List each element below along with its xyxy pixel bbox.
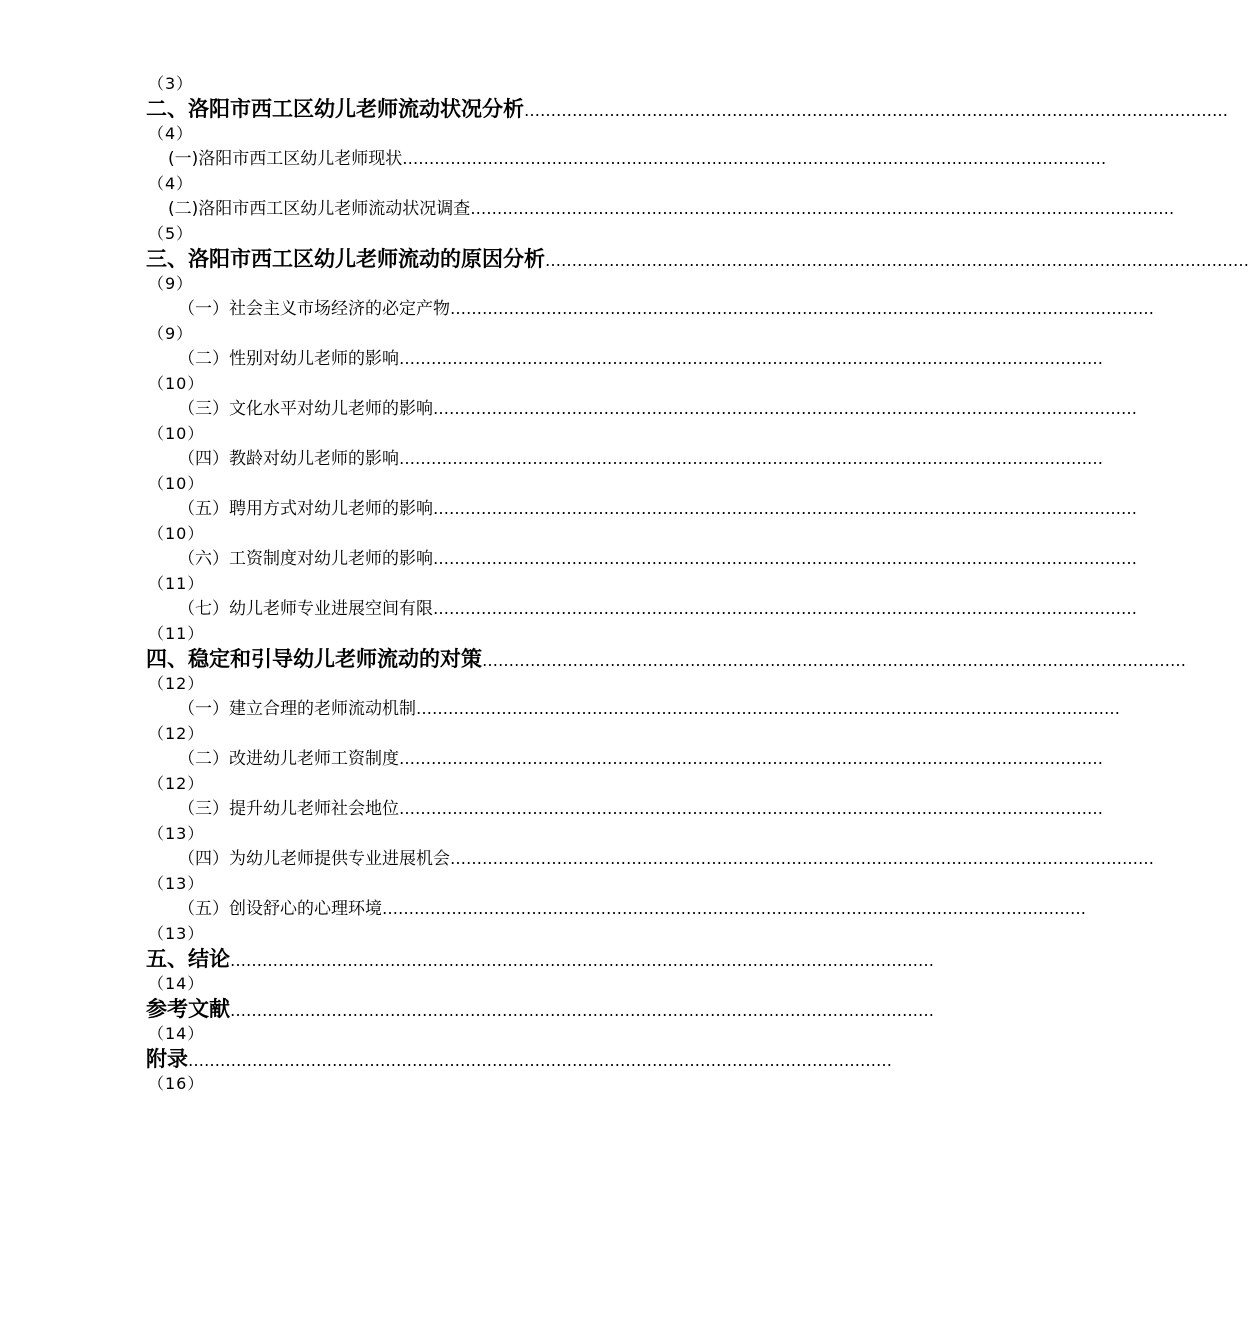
toc-entry-title: (一)洛阳市西工区幼儿老师现状 [168,149,403,169]
toc-chapter-entry[interactable] [146,994,934,1044]
toc-page-number: （5） [148,224,194,243]
toc-page-number: （12） [148,724,205,743]
toc-entry-line [146,844,1154,874]
toc-section-entry[interactable] [146,294,1154,344]
toc-dot-leader: …………………………………………………………………………………………………………………… [399,349,1103,368]
toc-page-number: （12） [148,774,205,793]
toc-dot-leader: …………………………………………………………………………………………………………………… [433,599,1137,618]
toc-entry-title: （一）社会主义市场经济的必定产物 [178,299,450,319]
toc-page-number: （13） [148,824,205,843]
toc-page-number: （11） [148,574,205,593]
toc-entry-line [146,94,1228,124]
toc-entry-title: (二)洛阳市西工区幼儿老师流动状况调查 [168,199,471,219]
toc-page-number: （3） [148,74,194,93]
toc-dot-leader: …………………………………………………………………………………………………………………… [399,799,1103,818]
toc-entry-line [146,494,1137,524]
toc-dot-leader: …………………………………………………………………………………………………………………… [382,899,1086,918]
toc-dot-leader: …………………………………………………………………………………………………………………… [399,749,1103,768]
toc-page-number: （11） [148,624,205,643]
toc-page-number: （10） [148,424,205,443]
toc-section-entry[interactable] [146,844,1154,894]
toc-section-entry[interactable] [146,794,1103,844]
toc-entry-line [146,294,1154,324]
toc-page-number: （14） [148,1024,205,1043]
toc-section-entry[interactable] [146,544,1137,594]
table-of-contents [146,74,1249,1094]
toc-entry-title: 附录 [146,1047,188,1071]
toc-section-entry[interactable] [146,194,1175,244]
toc-dot-leader: …………………………………………………………………………………………………………………… [545,251,1249,270]
toc-entry-title: 参考文献 [146,997,230,1021]
toc-entry-line [146,444,1103,474]
toc-chapter-entry[interactable] [146,944,934,994]
toc-page-number: （4） [148,174,194,193]
toc-entry-line [146,994,934,1024]
toc-section-entry[interactable] [146,694,1120,744]
toc-entry-title: （四）为幼儿老师提供专业进展机会 [178,849,450,869]
toc-section-entry[interactable] [146,594,1137,644]
toc-section-entry[interactable] [146,494,1137,544]
toc-entry-title: （二）性别对幼儿老师的影响 [178,349,399,369]
toc-dot-leader: …………………………………………………………………………………………………………………… [230,1001,934,1020]
toc-entry-title: （四）教龄对幼儿老师的影响 [178,449,399,469]
toc-page-number: （16） [148,1074,205,1093]
toc-dot-leader: …………………………………………………………………………………………………………………… [399,449,1103,468]
toc-dot-leader: …………………………………………………………………………………………………………………… [433,499,1137,518]
toc-page-number: （13） [148,874,205,893]
toc-dot-leader: …………………………………………………………………………………………………………………… [188,1051,892,1070]
toc-dot-leader: …………………………………………………………………………………………………………………… [416,699,1120,718]
toc-chapter-entry[interactable] [146,1044,892,1094]
toc-entry-title: 三、洛阳市西工区幼儿老师流动的原因分析 [146,247,545,271]
toc-dot-leader: …………………………………………………………………………………………………………………… [524,101,1228,120]
toc-entry-title: 二、洛阳市西工区幼儿老师流动状况分析 [146,97,524,121]
toc-dot-leader: …………………………………………………………………………………………………………………… [450,299,1154,318]
toc-entry-line [146,794,1103,824]
toc-section-entry[interactable] [146,394,1137,444]
toc-entry-title: （七）幼儿老师专业进展空间有限 [178,599,433,619]
toc-entry-title: （二）改进幼儿老师工资制度 [178,749,399,769]
toc-entry-line [146,344,1103,374]
toc-entry-title: （五）创设舒心的心理环境 [178,899,382,919]
toc-entry-title: （五）聘用方式对幼儿老师的影响 [178,499,433,519]
toc-entry-line [146,144,1107,174]
toc-entry-title: （六）工资制度对幼儿老师的影响 [178,549,433,569]
toc-page-number: （9） [148,274,194,293]
toc-entry-title: 四、稳定和引导幼儿老师流动的对策 [146,647,482,671]
toc-entry-line [146,544,1137,574]
toc-entry-line [146,194,1175,224]
toc-section-entry[interactable] [146,344,1103,394]
toc-page-number: （9） [148,324,194,343]
toc-entry-line [146,244,1249,274]
toc-page-number: （4） [148,124,194,143]
toc-entry-line [146,394,1137,424]
toc-entry-line [146,944,934,974]
toc-dot-leader: …………………………………………………………………………………………………………………… [402,149,1107,168]
toc-section-entry[interactable] [146,444,1103,494]
toc-entry-title: （三）提升幼儿老师社会地位 [178,799,399,819]
toc-entry-line [146,1044,892,1074]
toc-dot-leader: …………………………………………………………………………………………………………………… [230,951,934,970]
toc-entries [146,94,1249,1094]
toc-page-number: （14） [148,974,205,993]
toc-page-number: （10） [148,474,205,493]
toc-page-number: （10） [148,374,205,393]
toc-chapter-entry[interactable] [146,94,1228,144]
toc-section-entry[interactable] [146,894,1086,944]
toc-dot-leader: …………………………………………………………………………………………………………………… [470,199,1175,218]
toc-dot-leader: …………………………………………………………………………………………………………………… [433,549,1137,568]
toc-entry-title: 五、结论 [146,947,230,971]
toc-chapter-entry[interactable] [146,244,1249,294]
toc-entry-line [146,744,1103,774]
toc-section-entry[interactable] [146,744,1103,794]
toc-page-number: （10） [148,524,205,543]
toc-entry-line [146,694,1120,724]
toc-page-number: （12） [148,674,205,693]
toc-entry-title: （三）文化水平对幼儿老师的影响 [178,399,433,419]
toc-page-number: （13） [148,924,205,943]
toc-entry-title: （一）建立合理的老师流动机制 [178,699,416,719]
toc-section-entry[interactable] [146,144,1107,194]
toc-entry-line [146,894,1086,924]
toc-entry-line [146,594,1137,624]
toc-dot-leader: …………………………………………………………………………………………………………………… [482,651,1186,670]
toc-chapter-entry[interactable] [146,644,1186,694]
toc-dot-leader: …………………………………………………………………………………………………………………… [433,399,1137,418]
toc-entry-line [146,644,1186,674]
toc-dot-leader: …………………………………………………………………………………………………………………… [450,849,1154,868]
